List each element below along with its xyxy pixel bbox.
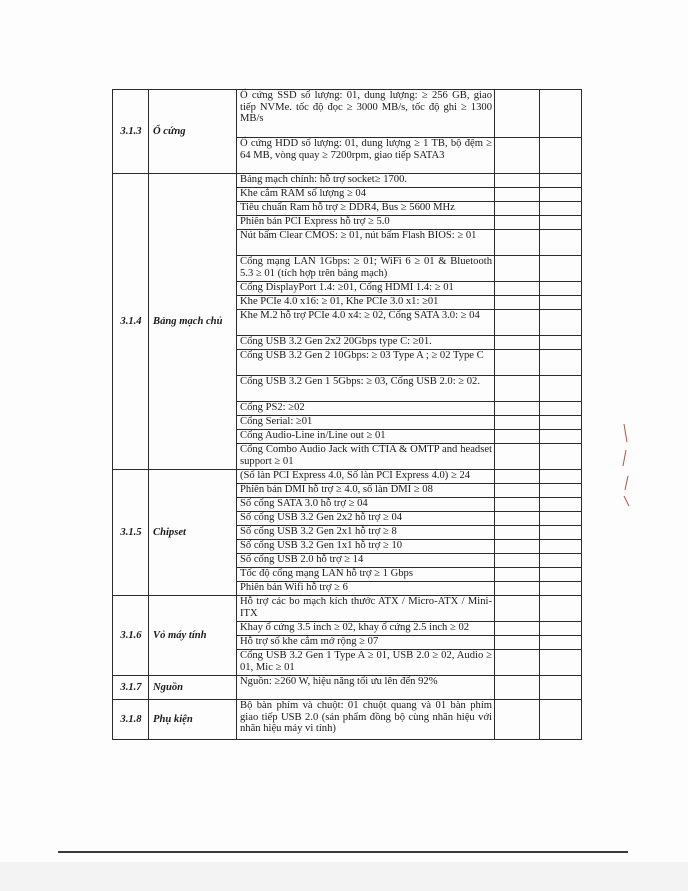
section-number: 3.1.5	[113, 470, 149, 596]
spec-description: Số cổng USB 3.2 Gen 1x1 hỗ trợ ≥ 10	[237, 540, 495, 554]
empty-cell-a	[495, 512, 540, 526]
spec-description: Số cổng USB 3.2 Gen 2x2 hỗ trợ ≥ 04	[237, 512, 495, 526]
empty-cell-b	[540, 336, 582, 350]
spec-row	[113, 174, 582, 188]
spec-description: Tốc độ cổng mạng LAN hỗ trợ ≥ 1 Gbps	[237, 568, 495, 582]
spec-description: Cổng DisplayPort 1.4: ≥01, Cổng HDMI 1.4: ≥ 01	[237, 282, 495, 296]
spec-description: Số cổng USB 2.0 hỗ trợ ≥ 14	[237, 554, 495, 568]
empty-cell-b	[540, 350, 582, 376]
spec-description: Số cổng SATA 3.0 hỗ trợ ≥ 04	[237, 498, 495, 512]
spec-description: Khay ổ cứng 3.5 inch ≥ 02, khay ổ cứng 2.5 inch ≥ 02	[237, 622, 495, 636]
empty-cell-a	[495, 526, 540, 540]
empty-cell-b	[540, 230, 582, 256]
spec-description: Số cổng USB 3.2 Gen 2x1 hỗ trợ ≥ 8	[237, 526, 495, 540]
spec-description: Bảng mạch chính: hỗ trợ socket≥ 1700.	[237, 174, 495, 188]
spec-description: Cổng USB 3.2 Gen 1 5Gbps: ≥ 03, Cổng USB 2.0: ≥ 02.	[237, 376, 495, 402]
empty-cell-b	[540, 484, 582, 498]
empty-cell-b	[540, 596, 582, 622]
empty-cell-a	[495, 188, 540, 202]
empty-cell-b	[540, 296, 582, 310]
empty-cell-b	[540, 676, 582, 700]
spec-description: Khe cắm RAM số lượng ≥ 04	[237, 188, 495, 202]
spec-row	[113, 470, 582, 484]
empty-cell-b	[540, 470, 582, 484]
empty-cell-a	[495, 138, 540, 174]
spec-table	[112, 89, 582, 740]
spec-description: Cổng USB 3.2 Gen 1 Type A ≥ 01, USB 2.0 ≥ 02, Audio ≥ 01, Mic ≥ 01	[237, 650, 495, 676]
section-name: Phụ kiện	[149, 700, 237, 740]
spec-description: Hỗ trợ số khe cắm mở rộng ≥ 07	[237, 636, 495, 650]
empty-cell-a	[495, 676, 540, 700]
empty-cell-a	[495, 650, 540, 676]
section-name: Nguồn	[149, 676, 237, 700]
empty-cell-a	[495, 596, 540, 622]
empty-cell-b	[540, 526, 582, 540]
section-name: Chipset	[149, 470, 237, 596]
empty-cell-b	[540, 376, 582, 402]
empty-cell-b	[540, 622, 582, 636]
empty-cell-a	[495, 582, 540, 596]
empty-cell-b	[540, 554, 582, 568]
empty-cell-b	[540, 416, 582, 430]
spec-description: Phiên bản PCI Express hỗ trợ ≥ 5.0	[237, 216, 495, 230]
empty-cell-b	[540, 430, 582, 444]
empty-cell-b	[540, 650, 582, 676]
spec-description: Cổng PS2: ≥02	[237, 402, 495, 416]
section-name: Ổ cứng	[149, 90, 237, 174]
spec-description: Ổ cứng HDD số lượng: 01, dung lượng ≥ 1 TB, bộ đệm ≥ 64 MB, vòng quay ≥ 7200rpm, giao tiếp SATA3	[237, 138, 495, 174]
page-bottom-rule	[58, 851, 628, 853]
empty-cell-b	[540, 174, 582, 188]
empty-cell-a	[495, 540, 540, 554]
empty-cell-b	[540, 512, 582, 526]
spec-description: Cổng Audio-Line in/Line out ≥ 01	[237, 430, 495, 444]
empty-cell-b	[540, 582, 582, 596]
spec-row	[113, 596, 582, 622]
empty-cell-a	[495, 700, 540, 740]
empty-cell-a	[495, 636, 540, 650]
spec-description: Tiêu chuẩn Ram hỗ trợ ≥ DDR4, Bus ≥ 5600 MHz	[237, 202, 495, 216]
spec-description: Phiên bản Wifi hỗ trợ ≥ 6	[237, 582, 495, 596]
empty-cell-b	[540, 498, 582, 512]
empty-cell-b	[540, 402, 582, 416]
empty-cell-a	[495, 310, 540, 336]
spec-description: Cổng USB 3.2 Gen 2x2 20Gbps type C: ≥01.	[237, 336, 495, 350]
empty-cell-a	[495, 296, 540, 310]
spec-description: Cổng Serial: ≥01	[237, 416, 495, 430]
empty-cell-a	[495, 444, 540, 470]
spec-description: Phiên bản DMI hỗ trợ ≥ 4.0, số làn DMI ≥ 08	[237, 484, 495, 498]
empty-cell-a	[495, 174, 540, 188]
empty-cell-a	[495, 554, 540, 568]
empty-cell-a	[495, 202, 540, 216]
section-number: 3.1.4	[113, 174, 149, 470]
spec-description: Bộ bàn phím và chuột: 01 chuột quang và 01 bàn phím giao tiếp USB 2.0 (sản phẩm đồng bộ cùng nhãn hiệu với nhãn hiệu máy vi tính)	[237, 700, 495, 740]
empty-cell-b	[540, 202, 582, 216]
section-name: Bảng mạch chủ	[149, 174, 237, 470]
empty-cell-b	[540, 138, 582, 174]
empty-cell-b	[540, 216, 582, 230]
spec-description: Nút bấm Clear CMOS: ≥ 01, nút bấm Flash BIOS: ≥ 01	[237, 230, 495, 256]
empty-cell-a	[495, 336, 540, 350]
empty-cell-a	[495, 230, 540, 256]
empty-cell-a	[495, 376, 540, 402]
section-number: 3.1.3	[113, 90, 149, 174]
empty-cell-b	[540, 310, 582, 336]
empty-cell-a	[495, 350, 540, 376]
spec-description: Khe PCIe 4.0 x16: ≥ 01, Khe PCIe 3.0 x1: ≥01	[237, 296, 495, 310]
spec-table-body	[113, 90, 582, 740]
empty-cell-a	[495, 484, 540, 498]
empty-cell-a	[495, 402, 540, 416]
spec-description: (Số làn PCI Express 4.0, Số làn PCI Express 4.0) ≥ 24	[237, 470, 495, 484]
empty-cell-b	[540, 282, 582, 296]
empty-cell-a	[495, 256, 540, 282]
spec-row	[113, 676, 582, 700]
empty-cell-a	[495, 90, 540, 138]
empty-cell-b	[540, 568, 582, 582]
spec-row	[113, 700, 582, 740]
empty-cell-a	[495, 216, 540, 230]
spec-description: Ổ cứng SSD số lượng: 01, dung lượng: ≥ 256 GB, giao tiếp NVMe. tốc độ đọc ≥ 3000 MB/s, tốc độ ghi ≥ 1300 MB/s	[237, 90, 495, 138]
spec-description: Cổng USB 3.2 Gen 2 10Gbps: ≥ 03 Type A ; ≥ 02 Type C	[237, 350, 495, 376]
empty-cell-a	[495, 568, 540, 582]
empty-cell-a	[495, 622, 540, 636]
empty-cell-a	[495, 470, 540, 484]
spec-description: Cổng Combo Audio Jack with CTIA & OMTP and headset support ≥ 01	[237, 444, 495, 470]
spec-description: Nguồn: ≥260 W, hiệu năng tối ưu lên đến 92%	[237, 676, 495, 700]
empty-cell-b	[540, 188, 582, 202]
section-number: 3.1.7	[113, 676, 149, 700]
empty-cell-b	[540, 700, 582, 740]
section-number: 3.1.8	[113, 700, 149, 740]
empty-cell-a	[495, 498, 540, 512]
scan-edge-mark	[618, 420, 632, 510]
empty-cell-b	[540, 90, 582, 138]
empty-cell-b	[540, 444, 582, 470]
spec-description: Hỗ trợ các bo mạch kích thước ATX / Micro-ATX / Mini-ITX	[237, 596, 495, 622]
section-name: Vỏ máy tính	[149, 596, 237, 676]
empty-cell-a	[495, 416, 540, 430]
empty-cell-a	[495, 430, 540, 444]
empty-cell-b	[540, 540, 582, 554]
spec-description: Khe M.2 hỗ trợ PCIe 4.0 x4: ≥ 02, Cổng SATA 3.0: ≥ 04	[237, 310, 495, 336]
scan-footer-shadow	[0, 862, 688, 891]
empty-cell-b	[540, 256, 582, 282]
spec-row	[113, 90, 582, 138]
spec-description: Cổng mạng LAN 1Gbps: ≥ 01; WiFi 6 ≥ 01 & Bluetooth 5.3 ≥ 01 (tích hợp trên bảng mạch)	[237, 256, 495, 282]
empty-cell-b	[540, 636, 582, 650]
empty-cell-a	[495, 282, 540, 296]
section-number: 3.1.6	[113, 596, 149, 676]
